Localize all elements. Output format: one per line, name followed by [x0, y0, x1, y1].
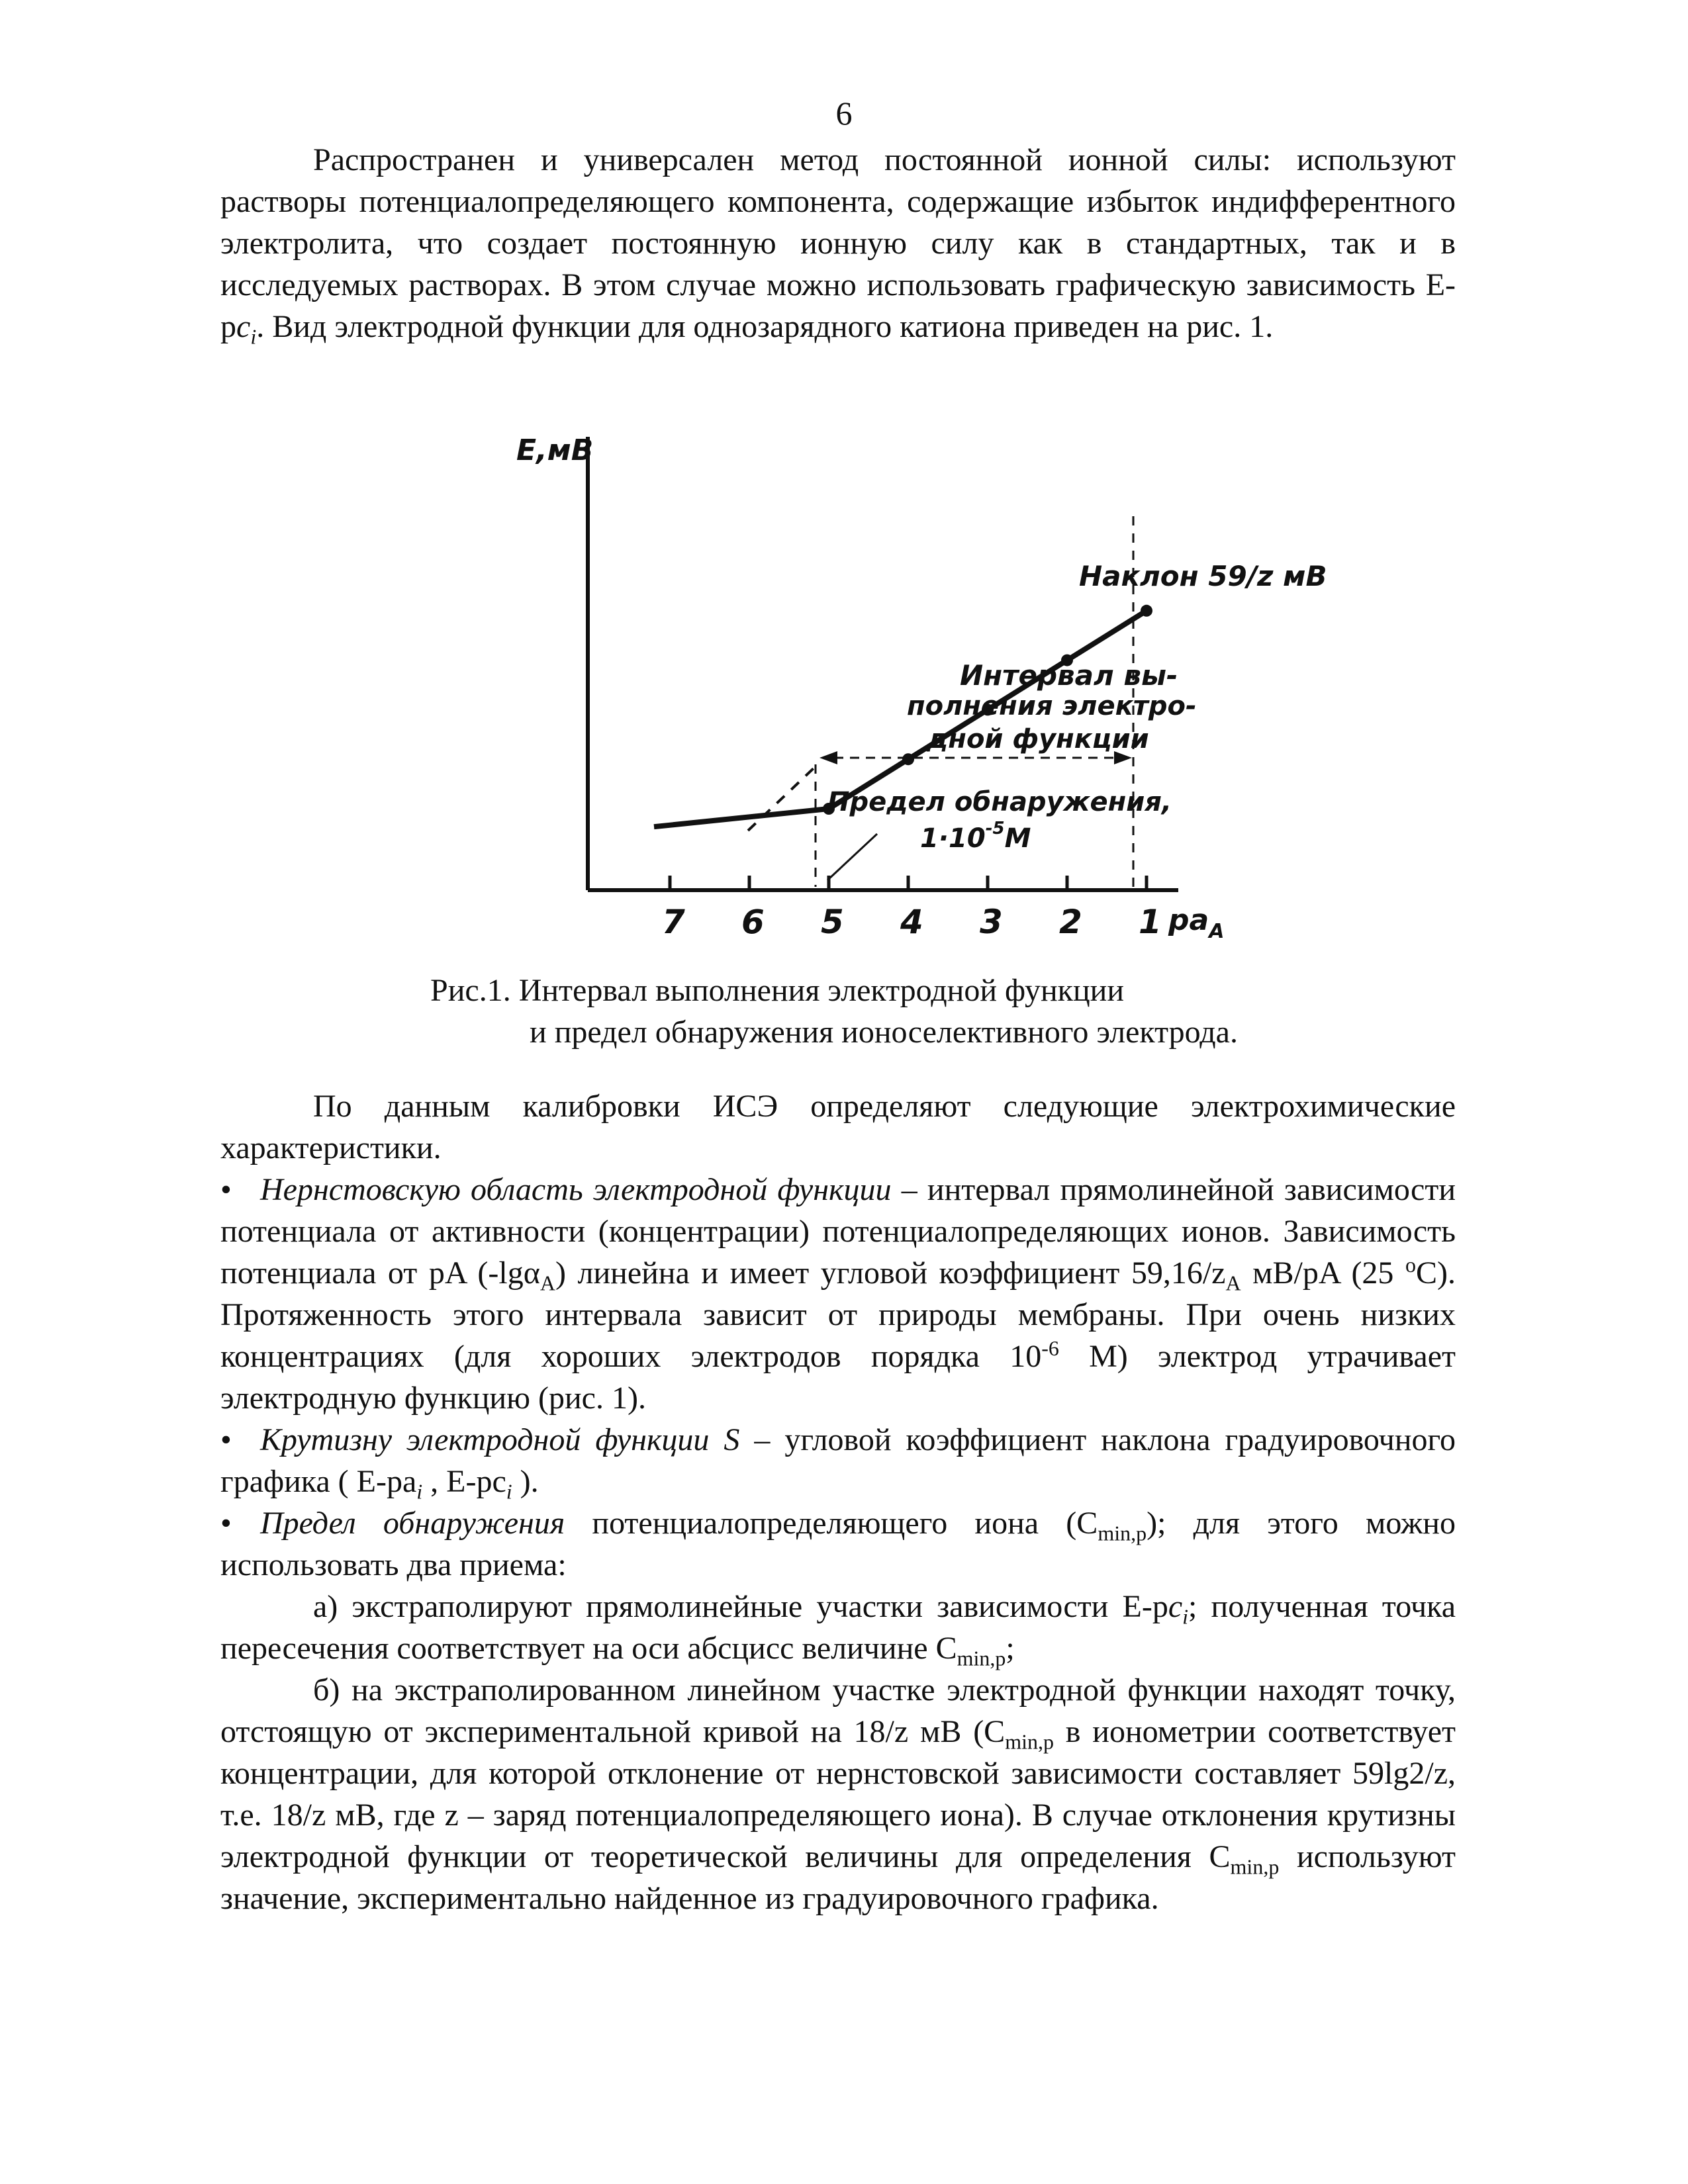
- bullet1-sup-exp: -6: [1041, 1336, 1059, 1360]
- x-axis-label-main: pa: [1168, 903, 1209, 937]
- label-interval-line1: Интервал вы-: [960, 659, 1178, 692]
- bullet1-text-b: ) линейна и имеет угловой коэффициент 59,16/z: [555, 1255, 1226, 1291]
- bullet1-sub-b: A: [1225, 1271, 1241, 1295]
- x-tick-label-3: 3: [980, 903, 1003, 941]
- extrapolation-dashed-line: [748, 768, 814, 831]
- item-a-sub: min,p: [957, 1646, 1006, 1670]
- x-tick-label-2: 2: [1059, 903, 1082, 941]
- bullet1-text-c: мВ/pA (25: [1241, 1255, 1405, 1291]
- bullet2-text-b: , E-pc: [422, 1464, 506, 1499]
- bullet3-italic: Предел обнаружения: [260, 1506, 565, 1541]
- bullet3-text-b: ); для этого можно использовать два приема:: [220, 1506, 1456, 1582]
- x-ticks: [670, 876, 1147, 890]
- item-b-sub1: min,p: [1005, 1729, 1054, 1754]
- figure-caption: [430, 970, 1423, 1053]
- item-b-sub2: min,p: [1230, 1854, 1280, 1879]
- bullet2-paragraph: [220, 1419, 1456, 1502]
- item-b-text-a: б) на экстраполированном линейном участке электродной функции находят точку, отстоящую от экспериментальной кривой на 18/z мВ (C: [220, 1672, 1456, 1749]
- x-axis-label: [1168, 903, 1224, 943]
- caption-line1: Рис.1. Интервал выполнения электродной функции: [430, 973, 1125, 1008]
- para1-text-b: . Вид электродной функции для однозарядного катиона приведен на рис. 1.: [256, 309, 1274, 344]
- figure-1: [503, 424, 1327, 946]
- item-a-paragraph: [220, 1586, 1456, 1669]
- bullet2-i2: i: [506, 1479, 512, 1504]
- bullet3-paragraph: [220, 1502, 1456, 1586]
- bullet3-text-a: потенциалопределяющего иона (C: [565, 1506, 1098, 1541]
- paragraph-intro: [220, 139, 1456, 347]
- label-interval-line2: полнения электро-: [907, 691, 1197, 721]
- x-axis-label-sub: A: [1209, 920, 1225, 943]
- label-slope: Наклон 59/z мВ: [1079, 560, 1327, 592]
- item-a-i: i: [1182, 1604, 1189, 1629]
- y-axis-label: E,мВ: [516, 433, 594, 467]
- bullet3-sub: min,p: [1098, 1521, 1147, 1545]
- bullet1-paragraph: [220, 1169, 1456, 1419]
- item-b-paragraph: [220, 1669, 1456, 1919]
- bullet1-sup-deg: o: [1405, 1253, 1416, 1277]
- para1-i: i: [250, 324, 257, 349]
- para1-c: c: [236, 309, 251, 344]
- label-limit-line2: [920, 819, 1031, 854]
- x-tick-label-1: 1: [1139, 903, 1162, 941]
- bullet2-i1: i: [416, 1479, 423, 1504]
- bullet2-text-c: ).: [512, 1464, 539, 1499]
- item-b-text-c: используют значение, экспериментально найденное из градуировочного графика.: [220, 1839, 1456, 1916]
- bullet1-text-d: C). Протяженность этого интервала зависит от природы мембраны. При очень низких концентрациях (для хороших электродов порядка 10: [220, 1255, 1456, 1374]
- curve-point-5: [1141, 605, 1152, 617]
- bullet1-text-a: – интервал прямолинейной зависимости потенциала от активности (концентрации) потенциалопределяющих ионов. Зависимость потенциала от pA (-lgα: [220, 1172, 1456, 1291]
- page-number: 6: [835, 95, 853, 132]
- x-tick-label-4: 4: [900, 903, 923, 941]
- caption-line2: и предел обнаружения ионоселективного электрода.: [530, 1015, 1238, 1050]
- x-tick-label-7: 7: [662, 903, 685, 941]
- bullet2-marker: •: [220, 1422, 232, 1457]
- label-limit-value: 1·10: [920, 823, 986, 854]
- item-a-text-b: ; полученная точка пересечения соответствует на оси абсцисс величине C: [220, 1589, 1456, 1666]
- label-limit-exp: -5: [985, 819, 1005, 839]
- label-limit-line1: Предел обнаружения,: [827, 787, 1172, 817]
- bullet1-italic: Нернстовскую область электродной функции: [260, 1172, 892, 1207]
- para2: По данным калибровки ИСЭ определяют следующие электрохимические характеристики.: [220, 1089, 1456, 1165]
- x-tick-labels: [662, 903, 1162, 941]
- electrode-function-chart: [503, 424, 1327, 946]
- limit-pointer-line: [827, 834, 877, 880]
- item-a-text-c: ;: [1006, 1631, 1015, 1666]
- x-tick-label-6: 6: [741, 903, 765, 941]
- x-tick-label-5: 5: [821, 903, 844, 941]
- item-a-c: c: [1168, 1589, 1183, 1624]
- bullet1-text-e: М) электрод утрачивает электродную функцию (рис. 1).: [220, 1339, 1456, 1416]
- item-b-text-b: в ионометрии соответствует концентрации, для которой отклонение от нернстовской зависимости составляет 59lg2/z, т.е. 18/z мВ, где z – заряд потенциалопределяющего иона). В случае отклонения крутизны электродной функции от теоретической величины для определения C: [220, 1714, 1456, 1874]
- bullet2-text-a: – угловой коэффициент наклона градуировочного графика ( E-pa: [220, 1422, 1456, 1499]
- bullet1-marker: •: [220, 1172, 232, 1207]
- curve-point-2: [902, 753, 914, 765]
- bullet1-sub-a: A: [539, 1271, 555, 1295]
- bullet2-italic: Крутизну электродной функции S: [260, 1422, 740, 1457]
- interval-arrow-left-head: [820, 751, 837, 764]
- bullet3-marker: •: [220, 1506, 232, 1541]
- item-a-text-a: а) экстраполируют прямолинейные участки зависимости E-p: [313, 1589, 1168, 1624]
- para1-text-a: Распространен и универсален метод постоянной ионной силы: используют растворы потенциалопределяющего компонента, содержащие избыток индифферентного электролита, что создает постоянную ионную силу как в стандартных, так и в исследуемых растворах. В этом случае можно использовать графическую зависимость E-p: [220, 142, 1456, 344]
- label-interval-line3: дной функции: [927, 724, 1149, 754]
- main-text: [220, 1085, 1456, 1919]
- label-limit-unit: М: [1004, 823, 1031, 854]
